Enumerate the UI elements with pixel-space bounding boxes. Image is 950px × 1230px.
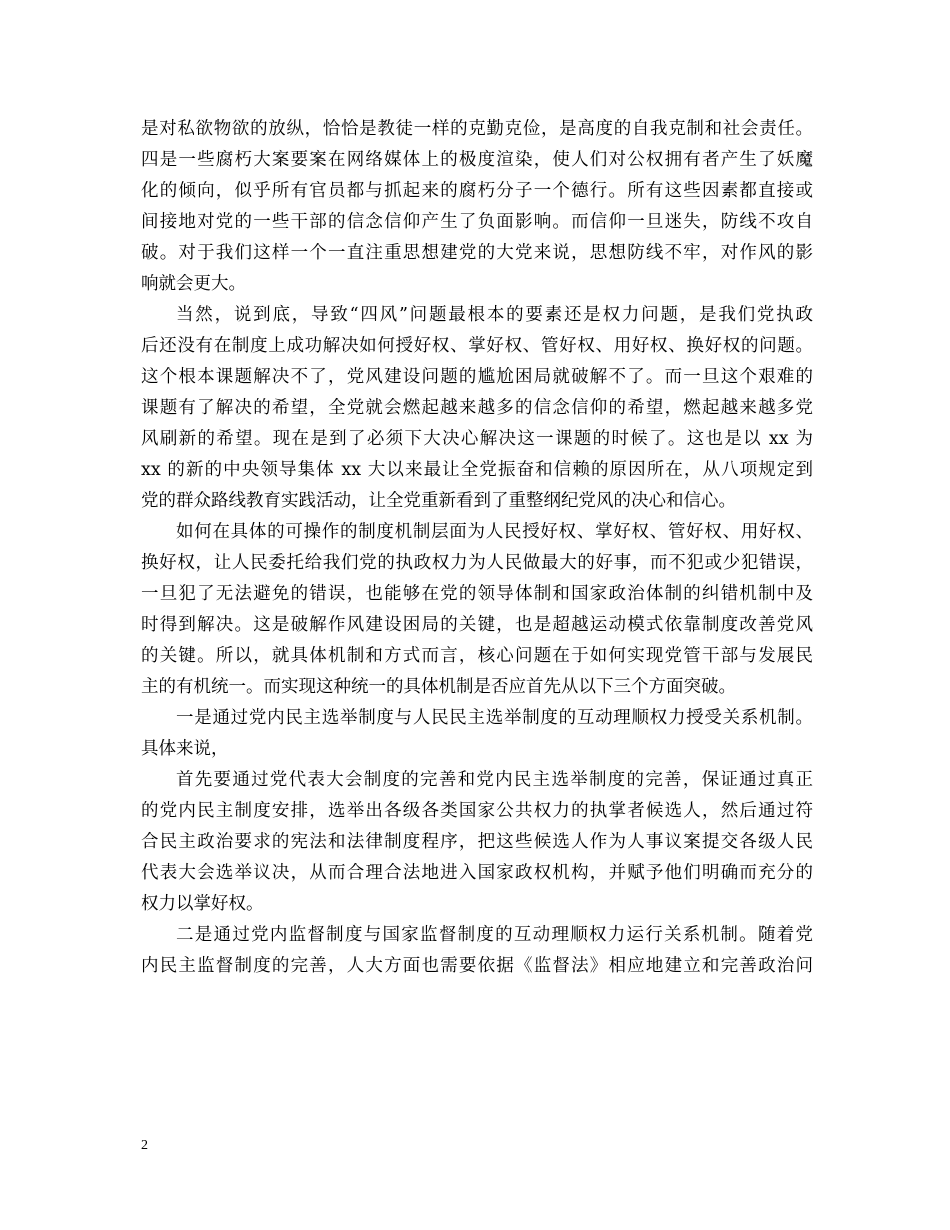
text-line: 四是一些腐朽大案要案在网络媒体上的极度渲染，使人们对公权拥有者产生了妖魔 — [141, 150, 813, 170]
text-line: 如何在具体的可操作的制度机制层面为人民授好权、掌好权、管好权、用好权、 — [176, 522, 813, 542]
text-line: 换好权，让人民委托给我们党的执政权力为人民做最大的好事，而不犯或少犯错误， — [141, 553, 813, 573]
text-line: 二是通过党内监督制度与国家监督制度的互动理顺权力运行关系机制。随着党 — [176, 925, 813, 945]
text-line: 的党内民主制度安排，选举出各级各类国家公共权力的执掌者候选人，然后通过符 — [141, 801, 813, 821]
text-line: 一是通过党内民主选举制度与人民民主选举制度的互动理顺权力授受关系机制。 — [176, 708, 813, 728]
text-line: 合民主政治要求的宪法和法律制度程序，把这些候选人作为人事议案提交各级人民 — [141, 832, 813, 852]
text-line: 代表大会选举议决，从而合理合法地进入国家政权机构，并赋予他们明确而充分的 — [141, 863, 813, 883]
text-line: 是对私欲物欲的放纵，恰恰是教徒一样的克勤克俭，是高度的自我克制和社会责任。 — [141, 119, 813, 139]
text-line: 权力以掌好权。 — [141, 894, 264, 914]
text-line: 课题有了解决的希望，全党就会燃起越来越多的信念信仰的希望，燃起越来越多党 — [141, 398, 813, 418]
text-line: 响就会更大。 — [141, 274, 246, 294]
text-line: 一旦犯了无法避免的错误，也能够在党的领导体制和国家政治体制的纠错机制中及 — [141, 584, 813, 604]
text-line: 后还没有在制度上成功解决如何授好权、掌好权、管好权、用好权、换好权的问题。 — [141, 336, 813, 356]
text-line: 具体来说， — [141, 739, 229, 759]
text-line: 当然，说到底，导致“四风”问题最根本的要素还是权力问题，是我们党执政 — [176, 305, 813, 325]
text-line: 首先要通过党代表大会制度的完善和党内民主选举制度的完善，保证通过真正 — [176, 770, 813, 790]
text-line: xx 的新的中央领导集体 xx 大以来最让全党振奋和信赖的原因所在，从八项规定到 — [141, 460, 813, 480]
text-line: 主的有机统一。而实现这种统一的具体机制是否应首先从以下三个方面突破。 — [141, 677, 736, 697]
text-line: 的关键。所以，就具体机制和方式而言，核心问题在于如何实现党管干部与发展民 — [141, 646, 813, 666]
body-text — [141, 114, 813, 982]
text-line: 党的群众路线教育实践活动，让全党重新看到了重整纲纪党风的决心和信心。 — [141, 491, 736, 511]
text-line: 间接地对党的一些干部的信念信仰产生了负面影响。而信仰一旦迷失，防线不攻自 — [141, 212, 813, 232]
text-line: 内民主监督制度的完善，人大方面也需要依据《监督法》相应地建立和完善政治问 — [141, 956, 813, 976]
text-line: 时得到解决。这是破解作风建设困局的关键，也是超越运动模式依靠制度改善党风 — [141, 615, 813, 635]
text-line: 化的倾向，似乎所有官员都与抓起来的腐朽分子一个德行。所有这些因素都直接或 — [141, 181, 813, 201]
text-line: 这个根本课题解决不了，党风建设问题的尴尬困局就破解不了。而一旦这个艰难的 — [141, 367, 813, 387]
page-number: 2 — [141, 1138, 148, 1153]
text-line: 风刷新的希望。现在是到了必须下大决心解决这一课题的时候了。这也是以 xx 为 — [141, 429, 813, 449]
text-line: 破。对于我们这样一个一直注重思想建党的大党来说，思想防线不牢，对作风的影 — [141, 243, 813, 263]
